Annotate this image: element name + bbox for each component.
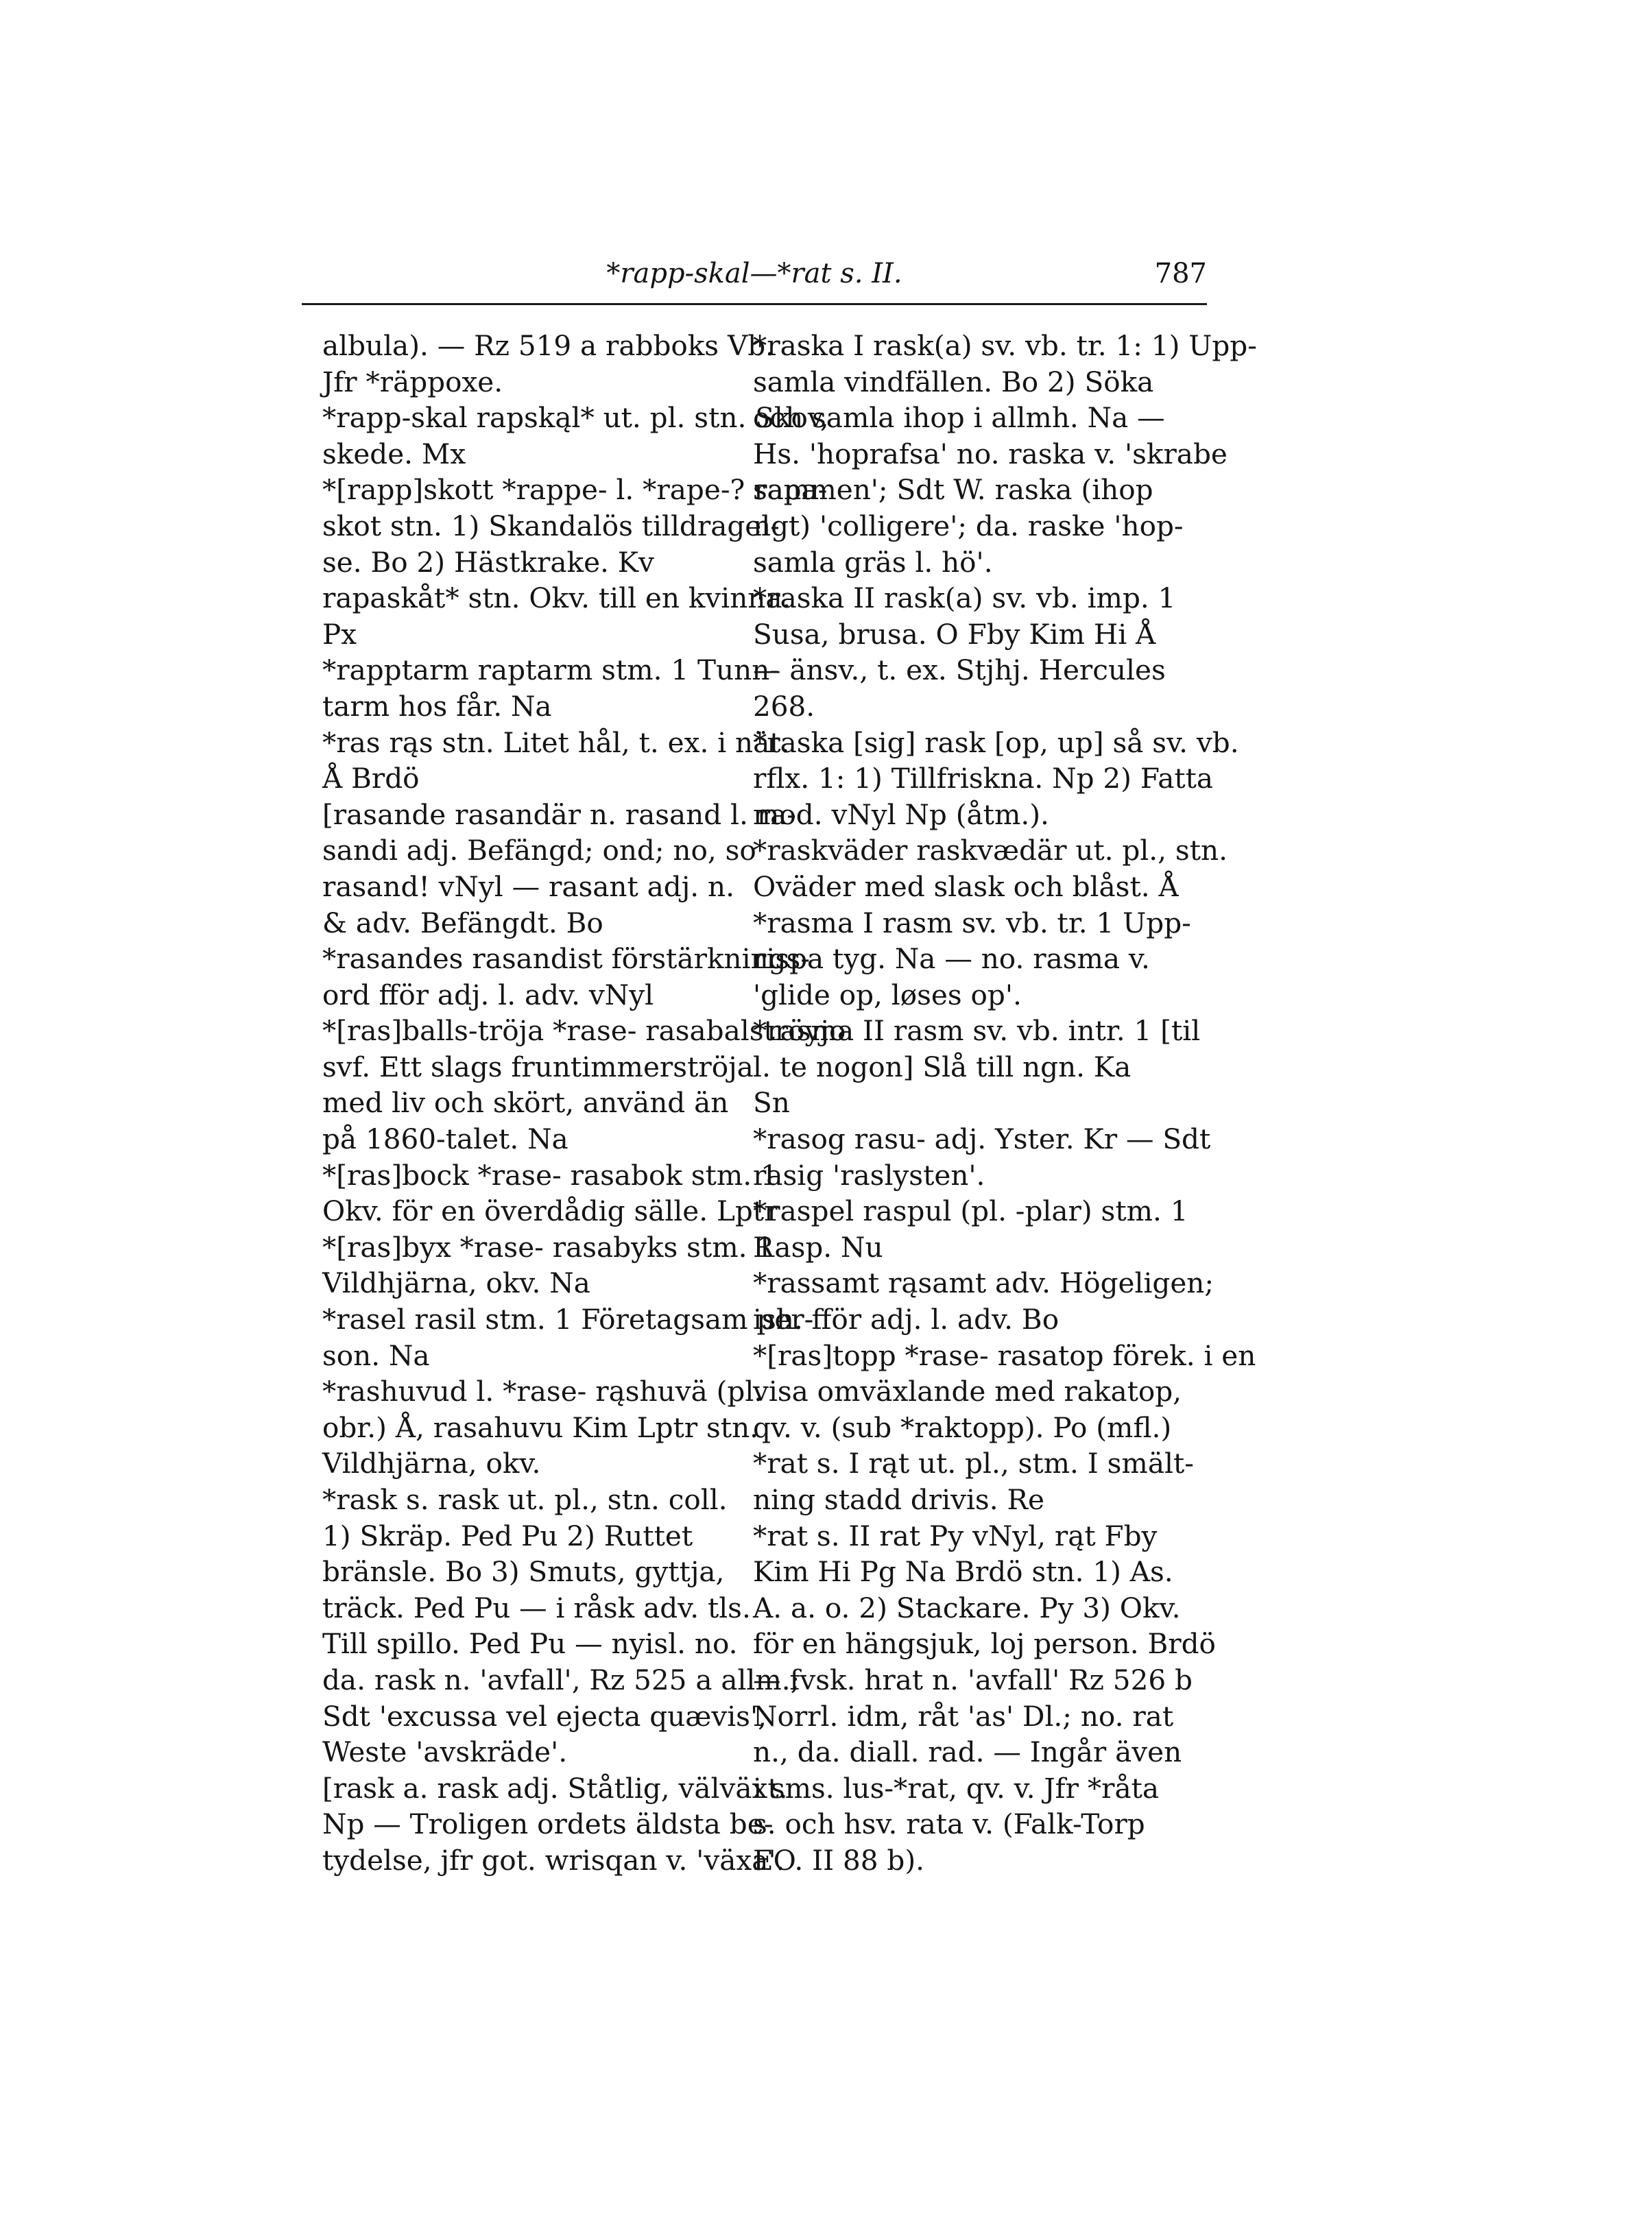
entry-line: Vildhjärna, okv. [322, 1447, 541, 1480]
dictionary-entry [322, 1301, 814, 1373]
entry-line: A. a. o. 2) Stackare. Py 3) Okv. [753, 1591, 1181, 1624]
dictionary-entry [322, 1373, 763, 1482]
entry-line: se. Bo 2) Hästkrake. Kv [322, 545, 654, 579]
entry-line: *rat s. II rat Py vNyl, rąt Fby [753, 1519, 1158, 1552]
dictionary-entry [322, 725, 790, 797]
entry-line: Px [322, 617, 357, 651]
entry-line: *rapptarm raptarm stm. 1 Tunn- [322, 653, 779, 687]
entry-line: och samla ihop i allmh. Na — [753, 401, 1165, 435]
entry-line: n., da. diall. rad. — Ingår även [753, 1735, 1182, 1769]
dictionary-entry [753, 1193, 1188, 1265]
entry-line: albula). — Rz 519 a rabboks Vb. [322, 329, 775, 362]
entry-line: Okv. för en överdådig sälle. Lptr [322, 1194, 778, 1228]
entry-line: Till spillo. Ped Pu — nyisl. no. [322, 1627, 738, 1661]
entry-line: i sms. lus-*rat, qv. v. Jfr *råta [753, 1771, 1160, 1805]
entry-line: sammen'; Sdt W. raska (ihop [753, 473, 1153, 507]
entry-line: *rasma I rasm sv. vb. tr. 1 Upp- [753, 906, 1191, 939]
header-rule [302, 303, 1207, 305]
entry-line: rapaskåt* stn. Okv. till en kvinna. [322, 581, 791, 615]
dictionary-entry [322, 400, 829, 472]
entry-line: *rat s. I rąt ut. pl., stm. I smält- [753, 1447, 1194, 1480]
dictionary-entry [753, 832, 1228, 904]
entry-line: *rasma II rasm sv. vb. intr. 1 [til [753, 1014, 1201, 1048]
entry-line: ord fför adj. l. adv. vNyl [322, 978, 654, 1011]
entry-line: *ras rąs stn. Litet hål, t. ex. i nät. [322, 725, 790, 759]
dictionary-entry [753, 725, 1239, 833]
dictionary-entry [753, 1445, 1194, 1517]
entry-line: Vildhjärna, okv. Na [322, 1266, 590, 1300]
entry-line: — fvsk. hrat n. 'avfall' Rz 526 b [753, 1663, 1193, 1696]
entry-line: 268. [753, 689, 815, 723]
entry-line: Kim Hi Pg Na Brdö stn. 1) As. [753, 1555, 1173, 1589]
entry-line: tydelse, jfr got. wrisqan v. 'växa'. [322, 1843, 785, 1877]
entry-line: skot stn. 1) Skandalös tilldragel- [322, 509, 780, 542]
entry-line: da. rask n. 'avfall', Rz 525 a allm.; [322, 1663, 800, 1696]
entry-line: med liv och skört, använd än [322, 1086, 729, 1120]
entry-line: Sn [753, 1086, 790, 1120]
entry-line: *rask s. rask ut. pl., stn. coll. [322, 1483, 728, 1516]
dictionary-entry [322, 1770, 788, 1879]
entry-line: 1) Skräp. Ped Pu 2) Ruttet [322, 1519, 693, 1552]
right-column [753, 328, 1257, 1879]
dictionary-entry [322, 797, 796, 941]
entry-line: samla gräs l. hö'. [753, 545, 993, 579]
entry-line: träck. Ped Pu — i råsk adv. tls. [322, 1591, 751, 1624]
entry-line: l. te nogon] Slå till ngn. Ka [753, 1050, 1132, 1083]
entry-line: Å Brdö [322, 762, 420, 795]
entry-line: *rassamt rąsamt adv. Högeligen; [753, 1266, 1214, 1300]
entry-line: *[ras]byx *rase- rasabyks stm. 1 [322, 1230, 774, 1264]
entry-line: *rapp-skal rapskąl* ut. pl. stn. Skov, [322, 401, 829, 435]
entry-line: Rasp. Nu [753, 1230, 883, 1264]
entry-line: *raska II rask(a) sv. vb. imp. 1 [753, 581, 1176, 615]
entry-line: tarm hos får. Na [322, 689, 552, 723]
entry-line: Np — Troligen ordets äldsta be- [322, 1807, 774, 1841]
entry-line: bränsle. Bo 3) Smuts, gyttja, [322, 1555, 725, 1589]
entry-line: rasig 'raslysten'. [753, 1158, 985, 1192]
dictionary-entry [322, 472, 828, 652]
entry-line: Jfr *räppoxe. [322, 365, 503, 398]
entry-line: Oväder med slask och blåst. Å [753, 869, 1179, 903]
entry-line: *raska [sig] rask [op, up] så sv. vb. [753, 725, 1239, 759]
entry-line: Hs. 'hoprafsa' no. raska v. 'skrabe [753, 437, 1228, 470]
entry-line: *[ras]bock *rase- rasabok stm. 1 [322, 1158, 778, 1192]
entry-line: svf. Ett slags fruntimmerströja [322, 1050, 754, 1083]
dictionary-entry [322, 652, 779, 724]
entry-line: på 1860-talet. Na [322, 1122, 568, 1156]
entry-line: för en hängsjuk, loj person. Brdö [753, 1627, 1216, 1661]
entry-line: Norrl. idm, råt 'as' Dl.; no. rat [753, 1699, 1174, 1733]
entry-line: ish. fför adj. l. adv. Bo [753, 1303, 1060, 1336]
entry-line: *raska I rask(a) sv. vb. tr. 1: 1) Upp- [753, 329, 1257, 362]
entry-line: *rasel rasil stm. 1 Företagsam per- [322, 1303, 814, 1336]
entry-line: *rasandes rasandist förstärknings- [322, 942, 811, 976]
entry-line: [rasande rasandär n. rasand l. ra- [322, 797, 796, 831]
entry-line: mod. vNyl Np (åtm.). [753, 797, 1049, 831]
dictionary-entry [753, 1338, 1256, 1446]
entry-line: Weste 'avskräde'. [322, 1735, 568, 1769]
page-header [302, 252, 1207, 300]
entry-line: ning stadd drivis. Re [753, 1483, 1044, 1516]
entry-line: skede. Mx [322, 437, 466, 470]
entry-line: sandi adj. Befängd; ond; no, so [322, 834, 756, 867]
entry-line: s. och hsv. rata v. (Falk-Torp [753, 1807, 1145, 1841]
entry-line: ngt) 'colligere'; da. raske 'hop- [753, 509, 1184, 542]
entry-line: rispa tyg. Na — no. rasma v. [753, 942, 1150, 976]
entry-line: *rasog rasu- adj. Yster. Kr — Sdt [753, 1122, 1211, 1156]
dictionary-entry [322, 941, 811, 1013]
entry-line: [rask a. rask adj. Ståtlig, välväxt. [322, 1771, 788, 1805]
entry-line: 'glide op, løses op'. [753, 978, 1022, 1011]
entry-line: rasand! vNyl — rasant adj. n. [322, 869, 734, 903]
dictionary-entry [753, 328, 1257, 580]
dictionary-entry [322, 1229, 774, 1301]
dictionary-entry [753, 1265, 1214, 1337]
dictionary-entry [753, 1518, 1216, 1879]
entry-line: visa omväxlande med rakatop, [753, 1375, 1182, 1408]
entry-line: *raspel raspul (pl. -plar) stm. 1 [753, 1194, 1188, 1228]
entry-line: son. Na [322, 1338, 430, 1372]
entry-line: samla vindfällen. Bo 2) Söka [753, 365, 1154, 398]
dictionary-entry [322, 328, 775, 400]
dictionary-entry [753, 1013, 1201, 1121]
entry-line: *[rapp]skott *rappe- l. *rape-? rapa- [322, 473, 828, 507]
entry-line: EO. II 88 b). [753, 1843, 925, 1877]
entry-line: *[ras]balls-tröja *rase- rasabalströyjo [322, 1014, 846, 1048]
entry-line: qv. v. (sub *raktopp). Po (mfl.) [753, 1410, 1172, 1444]
entry-line: *raskväder raskvædär ut. pl., stn. [753, 834, 1228, 867]
entry-line: Susa, brusa. O Fby Kim Hi Å [753, 617, 1156, 651]
entry-line: Sdt 'excussa vel ejecta quævis', [322, 1699, 767, 1733]
entry-line: rflx. 1: 1) Tillfriskna. Np 2) Fatta [753, 762, 1214, 795]
dictionary-entry [753, 580, 1176, 724]
dictionary-entry [753, 905, 1191, 1013]
entry-line: obr.) Å, rasahuvu Kim Lptr stn. [322, 1410, 759, 1444]
dictionary-entry [322, 1157, 778, 1229]
entry-line: & adv. Befängdt. Bo [322, 906, 603, 939]
entry-line: *[ras]topp *rase- rasatop förek. i en [753, 1338, 1256, 1372]
dictionary-entry [322, 1482, 800, 1770]
dictionary-entry [753, 1121, 1211, 1193]
page-number: 787 [1154, 258, 1207, 289]
entry-line: — änsv., t. ex. Stjhj. Hercules [753, 653, 1166, 687]
running-head: *rapp-skal—*rat s. II. [606, 258, 902, 289]
entry-line: *rashuvud l. *rase- rąshuvä (pl. [322, 1375, 763, 1408]
